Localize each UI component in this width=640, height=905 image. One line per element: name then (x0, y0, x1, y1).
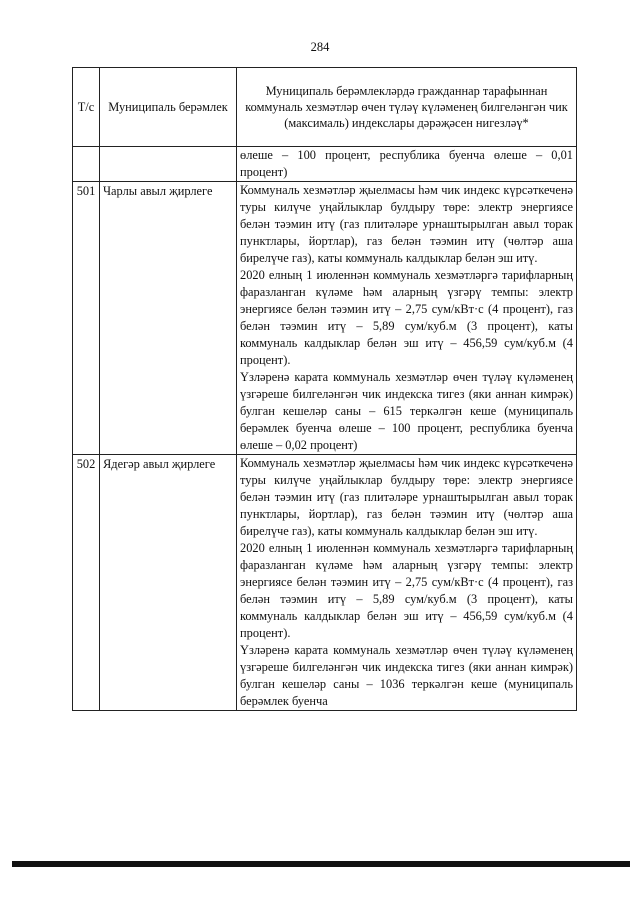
header-description: Муниципаль берәмлекләрдә гражданнар тарафыннан коммуналь хезмәтләр өчен түләү күләменең билгеләнгән чик (максималь) индекслары дәрәҗәсен нигезләү* (237, 68, 577, 147)
row-paragraph: Үзләренә карата коммуналь хезмәтләр өчен түләү күләменең үзгәреше билгеләнгән чик индекска тигез (яки аннан кимрәк) булган кешеләр саны – 1036 теркәлгән кеше (муниципаль берәмлек буенча (240, 643, 573, 708)
row-paragraph: 2020 елның 1 июленнән коммуналь хезмәтләргә тарифларның фаразланган күләме һәм аларның үзгәрү темпы: электр энергиясе белән тәэмин итү – 2,75 сум/кВт·с (4 процент), газ белән тәэмин итү – 5,89 сум/куб.м (3 процент), каты коммуналь калдыклар белән эш итү – 456,59 сум/куб.м (4 процент). (240, 541, 573, 640)
table-row (73, 455, 577, 711)
table-header-row (73, 68, 577, 147)
row-description (237, 182, 577, 455)
scan-bottom-border (12, 861, 630, 867)
continuation-text: өлеше – 100 процент, республика буенча өлеше – 0,01 процент) (240, 148, 573, 179)
row-municipality: Чарлы авыл җирлеге (100, 182, 237, 455)
row-number: 502 (73, 455, 100, 711)
cell-number (73, 147, 100, 182)
municipal-index-table (72, 67, 577, 711)
row-municipality: Ядегәр авыл җирлеге (100, 455, 237, 711)
cell-description (237, 147, 577, 182)
table-row (73, 182, 577, 455)
row-paragraph: Үзләренә карата коммуналь хезмәтләр өчен түләү күләменең үзгәреше билгеләнгән чик индекска тигез (яки аннан кимрәк) булган кешеләр саны – 615 теркәлгән кеше (муниципаль берәмлек буенча өлеше – 100 процент, республика буенча өлеше – 0,02 процент) (240, 370, 573, 452)
row-paragraph: Коммуналь хезмәтләр җыелмасы һәм чик индекс күрсәткеченә туры килүче уңайлыклар булдыру төре: электр энергиясе белән тәэмин итү (газ плитәләре урнаштырылган авыл торак пунктлары, йортлар), газ белән тәэмин итү (чөлтәр аша бирелүче газ), каты коммуналь калдыклар белән эш итү. (240, 183, 573, 265)
header-municipality: Муниципаль берәмлек (100, 68, 237, 147)
page-number: 284 (310, 40, 330, 54)
cell-municipality (100, 147, 237, 182)
row-number: 501 (73, 182, 100, 455)
row-paragraph: 2020 елның 1 июленнән коммуналь хезмәтләргә тарифларның фаразланган күләме һәм аларның үзгәрү темпы: электр энергиясе белән тәэмин итү – 2,75 сум/кВт·с (4 процент), газ белән тәэмин итү – 5,89 сум/куб.м (3 процент), каты коммуналь калдыклар белән эш итү – 456,59 сум/куб.м (4 процент). (240, 268, 573, 367)
header-number: Т/с (73, 68, 100, 147)
table-row-continuation (73, 147, 577, 182)
row-description (237, 455, 577, 711)
row-paragraph: Коммуналь хезмәтләр җыелмасы һәм чик индекс күрсәткеченә туры килүче уңайлыклар булдыру төре: электр энергиясе белән тәэмин итү (газ плитәләре урнаштырылган авыл торак пунктлары, йортлар), газ белән тәэмин итү (чөлтәр аша бирелүче газ), каты коммуналь калдыклар белән эш итү. (240, 456, 573, 538)
